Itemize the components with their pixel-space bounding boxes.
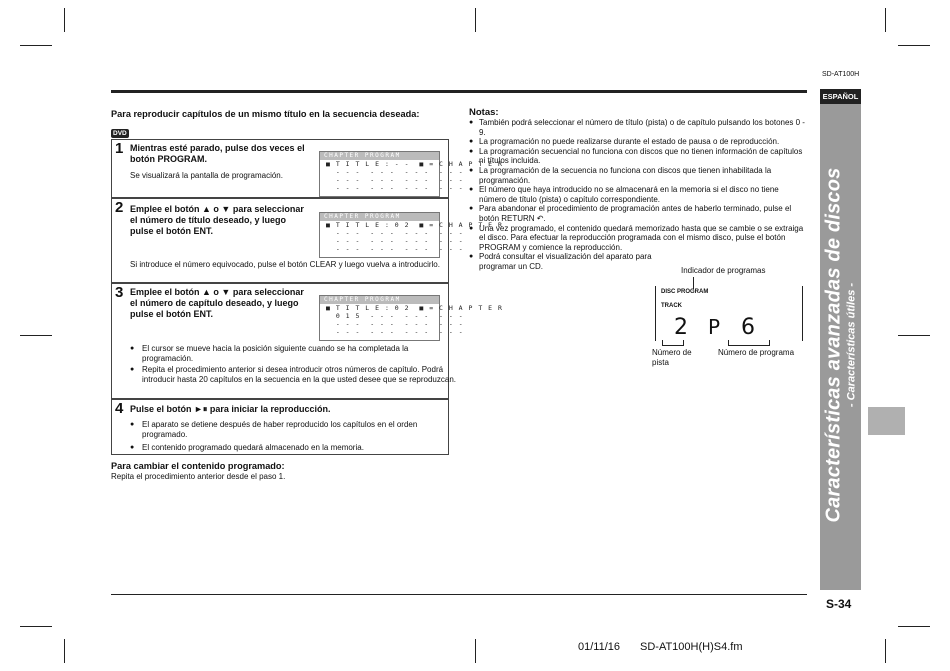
crop-mark <box>64 639 65 663</box>
language-tab: ESPAÑOL <box>820 89 861 104</box>
track-label: TRACK <box>661 303 682 309</box>
crop-mark <box>20 335 52 336</box>
page-number: S-34 <box>826 597 852 611</box>
notes <box>469 107 807 272</box>
program-bracket <box>728 340 770 346</box>
top-rule <box>111 90 807 93</box>
note-item: ● Podrá consultar el visualización del aparato para programar un CD. <box>469 252 657 271</box>
model-number: SD-AT100H <box>822 71 860 78</box>
note-item: ● La programación no puede realizarse durante el estado de pausa o de reproducción. <box>469 137 807 147</box>
screen-bar: CHAPTER PROGRAM <box>320 296 439 304</box>
note-item: ● Para abandonar el procedimiento de programación antes de haberlo terminado, pulse el botón RETURN ↶. <box>469 204 807 223</box>
screen-title: T I T L E : 0 2 <box>335 304 410 312</box>
dvd-badge: DVD <box>113 130 127 137</box>
crop-mark <box>898 45 930 46</box>
crop-mark <box>20 45 52 46</box>
thumb-tab <box>868 407 905 435</box>
screen-chapter: = C H A P T E R <box>429 160 503 168</box>
step-text: Emplee el botón ▲ o ▼ para seleccionar el número de título deseado, y luego pulse el botón ENT. <box>130 204 304 236</box>
section-heading: Para reproducir capítulos de un mismo título en la secuencia deseada: <box>111 109 420 119</box>
program-screen <box>319 295 503 341</box>
crop-mark <box>885 8 886 32</box>
step-subtext: Si introduce el número equivocado, pulse el botón CLEAR y luego vuelva a introducirlo. <box>130 260 440 269</box>
screen-title: T I T L E : 0 2 <box>335 221 410 229</box>
step-text: Pulse el botón ►⏸ para iniciar la reproducción. <box>130 404 331 414</box>
screen-row: - - - - - - - - - - - - <box>335 245 464 253</box>
track-bracket <box>662 340 684 346</box>
program-screen <box>319 151 503 197</box>
crop-mark <box>475 8 476 32</box>
screen-row: - - - - - - - - - - - - <box>335 184 464 192</box>
step-3-box <box>111 283 503 399</box>
screen-chapter: = C H A P T E R <box>429 304 503 312</box>
crop-mark <box>885 639 886 663</box>
crop-mark <box>475 639 476 663</box>
crop-mark <box>20 626 52 627</box>
note-item: ● La programación de la secuencia no funciona con discos que tienen inhabilitada la programación. <box>469 166 807 185</box>
screen-title-row: ■ T I T L E : - - ■ = C H A P T E R <box>326 160 503 168</box>
crop-mark <box>898 626 930 627</box>
step-bullet: ● Repita el procedimiento anterior si desea introducir otros números de capítulo. Podrá introducir hasta 20 capítulos en la secuencia en la que usted desee que se reproduzcan. <box>130 365 456 384</box>
screen-row: - - - - - - - - - - - - <box>335 176 464 184</box>
footer-date: 01/11/16 <box>578 641 621 653</box>
step-bullet: ● El contenido programado quedará almacenado en la memoria. <box>130 443 456 453</box>
step-number: 1 <box>115 140 124 157</box>
program-screen <box>319 212 503 258</box>
screen-bar: CHAPTER PROGRAM <box>320 213 439 221</box>
footer-file: SD-AT100H(H)S4.fm <box>640 641 743 653</box>
screen-row: 0 1 5 - - - - - - - - - <box>335 312 464 320</box>
sidebar-title-text: Características avanzadas de discos <box>822 167 845 523</box>
screen-row: - - - - - - - - - - - - <box>335 328 464 336</box>
step-text: Mientras esté parado, pulse dos veces el botón PROGRAM. <box>130 143 305 164</box>
disc-program-label: DISC PROGRAM <box>661 289 709 295</box>
change-text: Repita el procedimiento anterior desde el paso 1. <box>111 472 286 481</box>
step-4-box <box>111 399 449 455</box>
crop-mark <box>64 8 65 32</box>
screen-row: - - - - - - - - - - - - <box>335 168 464 176</box>
step-bullet: ● El aparato se detiene después de haber reproducido los capítulos en el orden programado. <box>130 420 456 439</box>
step-bullet: ● El cursor se mueve hacia la posición siguiente cuando se ha completada la programación. <box>130 344 456 363</box>
crop-mark <box>898 335 930 336</box>
note-item: ● La programación secuencial no funciona con discos que no tienen información de capítulos ni títulos incluida. <box>469 147 807 166</box>
note-item: ● El número que haya introducido no se almacenará en la memoria si el disco no tiene número de título (pista) o capítulo correspondiente. <box>469 185 807 204</box>
screen-chapter: = C H A P T E R <box>429 221 503 229</box>
screen-title-row: ■ T I T L E : 0 2 ■ = C H A P T E R <box>326 304 503 312</box>
step-1-box <box>111 139 503 198</box>
screen-row: - - - - - - - - - - - - <box>335 237 464 245</box>
change-heading: Para cambiar el contenido programado: <box>111 461 285 471</box>
step-subtext: Se visualizará la pantalla de programación. <box>130 171 283 180</box>
display-digit: 2 <box>674 315 688 340</box>
screen-row: - - - - - - - - - - - - <box>335 229 464 237</box>
notes-heading: Notas: <box>469 107 499 118</box>
screen-row: - - - - - - - - - - - - <box>335 320 464 328</box>
step-number: 3 <box>115 284 124 301</box>
display-digit: P <box>708 315 721 339</box>
step-number: 2 <box>115 199 124 216</box>
note-item: ● Una vez programado, el contenido quedará memorizado hasta que se cambie o se extraiga el disco. Para efectuar la reproducción programada con el mismo disco, pulse el botón PROGRAM y comience la reproducción. <box>469 224 807 253</box>
screen-title: T I T L E : - - <box>335 160 410 168</box>
bottom-rule <box>111 594 807 595</box>
program-number-label: Número de programa <box>718 348 795 357</box>
screen-title-row: ■ T I T L E : 0 2 ■ = C H A P T E R <box>326 221 503 229</box>
screen-bar: CHAPTER PROGRAM <box>320 152 439 160</box>
display-digit: 6 <box>741 315 755 340</box>
step-2-box <box>111 198 503 283</box>
step-number: 4 <box>115 400 124 417</box>
track-number-label: Número de pista <box>652 348 692 367</box>
dvd-badge-wrap <box>111 122 129 140</box>
sidebar-subtitle-text: - Características útiles - <box>845 282 858 408</box>
note-item: ● También podrá seleccionar el número de título (pista) o de capítulo pulsando los botones 0 - 9. <box>469 118 807 137</box>
indicator-label: Indicador de programas <box>681 266 766 275</box>
step-text: Emplee el botón ▲ o ▼ para seleccionar el número de capítulo deseado, y luego pulse el botón ENT. <box>130 287 304 319</box>
